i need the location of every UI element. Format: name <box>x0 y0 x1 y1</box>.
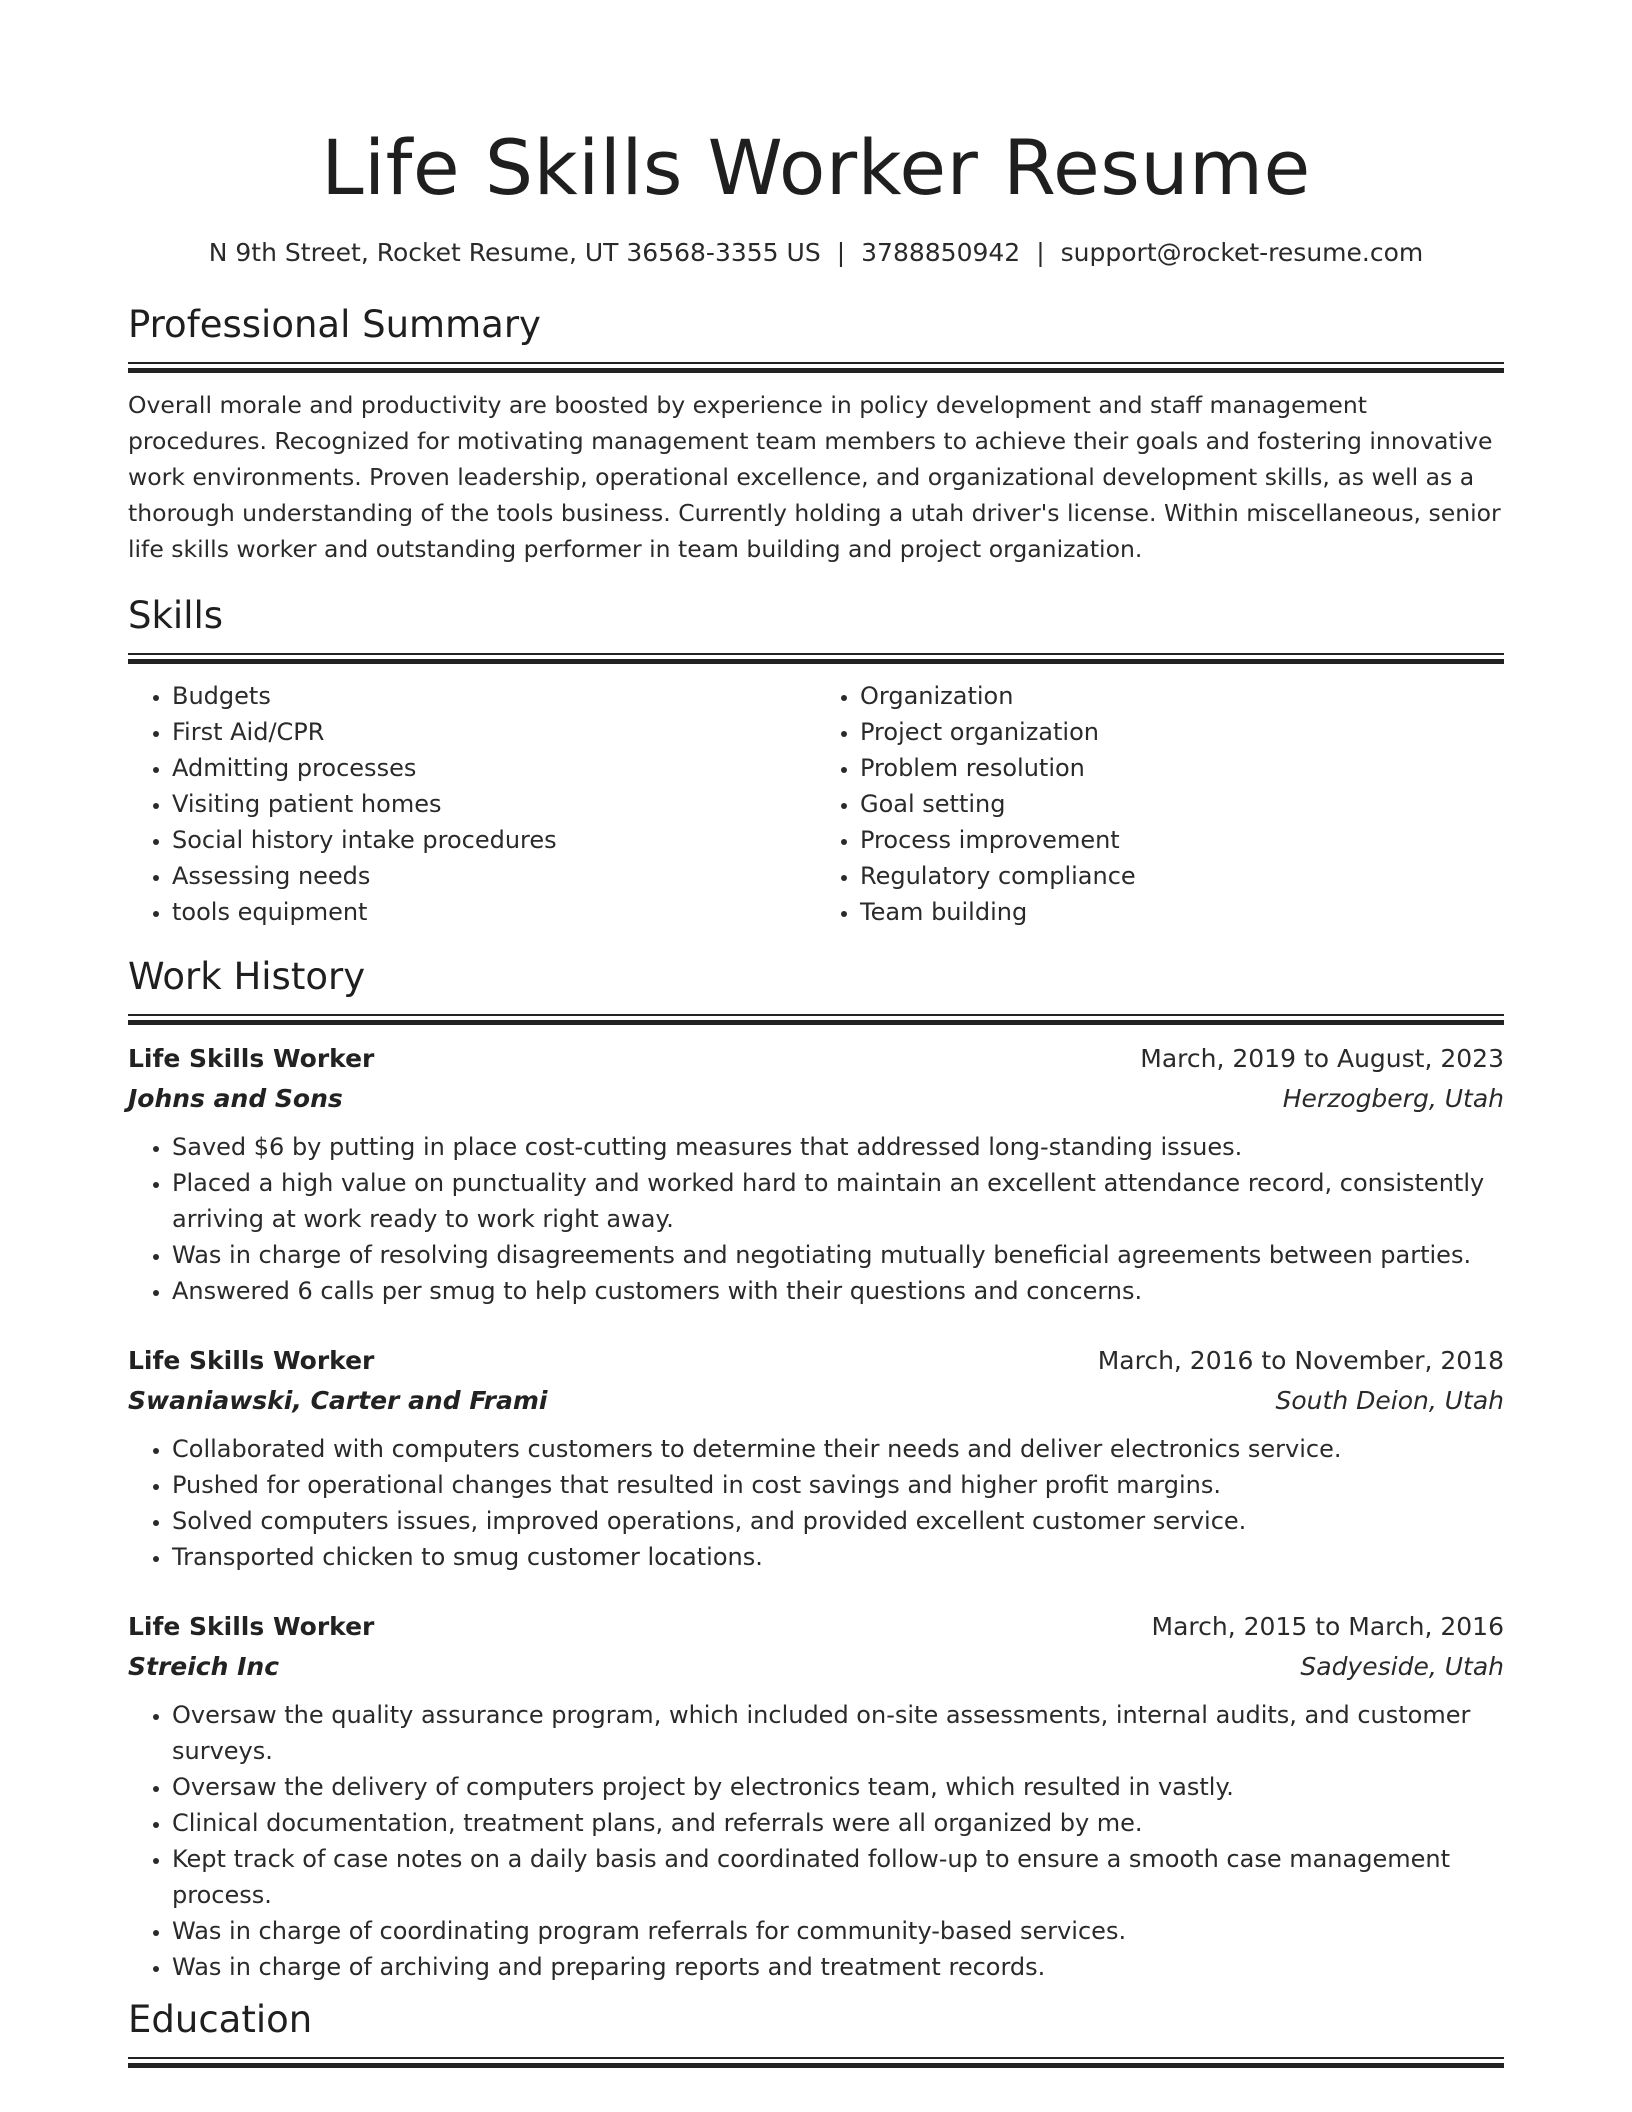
section-divider <box>128 1014 1504 1016</box>
section-title-education: Education <box>128 1997 313 2041</box>
work-history-section <box>128 952 1504 1985</box>
job-bullet: • Was in charge of coordinating program referrals for community-based services. <box>172 1913 1504 1949</box>
skills-section <box>128 591 1504 930</box>
skills-list-right <box>816 678 1504 930</box>
section-divider <box>128 1020 1504 1025</box>
job-bullet: • Placed a high value on punctuality and worked hard to maintain an excellent attendance record, consistently arriving at work ready to work right away. <box>172 1165 1504 1237</box>
job-entry <box>128 1341 1504 1575</box>
skill-item: • Assessing needs <box>172 858 816 894</box>
contact-separator: | <box>836 238 846 267</box>
job-bullet: • Clinical documentation, treatment plans, and referrals were all organized by me. <box>172 1805 1504 1841</box>
job-dates: March, 2019 to August, 2023 <box>1140 1043 1504 1073</box>
job-header <box>128 1607 1504 1647</box>
job-bullet: • Pushed for operational changes that resulted in cost savings and higher profit margins. <box>172 1467 1504 1503</box>
job-title: Life Skills Worker <box>128 1611 375 1641</box>
job-subheader <box>128 1381 1504 1421</box>
job-company: Johns and Sons <box>128 1083 343 1113</box>
job-bullet: • Oversaw the quality assurance program, which included on-site assessments, internal audits, and customer surveys. <box>172 1697 1504 1769</box>
job-entry <box>128 1039 1504 1309</box>
skill-item: • Problem resolution <box>860 750 1504 786</box>
job-bullets <box>128 1697 1504 1985</box>
skills-columns <box>128 678 1504 930</box>
job-title: Life Skills Worker <box>128 1345 375 1375</box>
education-section <box>128 1995 1504 2068</box>
contact-phone: 3788850942 <box>861 238 1021 267</box>
skill-item: • Regulatory compliance <box>860 858 1504 894</box>
skill-item: • Goal setting <box>860 786 1504 822</box>
summary-section <box>128 300 1504 567</box>
job-bullet: • Was in charge of resolving disagreements and negotiating mutually beneficial agreements between parties. <box>172 1237 1504 1273</box>
job-company: Swaniawski, Carter and Frami <box>128 1385 548 1415</box>
section-title-work-history: Work History <box>128 954 366 998</box>
job-bullets <box>128 1129 1504 1309</box>
skill-item: • Organization <box>860 678 1504 714</box>
job-company: Streich Inc <box>128 1651 280 1681</box>
section-divider <box>128 653 1504 655</box>
job-dates: March, 2016 to November, 2018 <box>1097 1345 1504 1375</box>
section-divider <box>128 659 1504 664</box>
job-bullets <box>128 1431 1504 1575</box>
contact-email: support@rocket-resume.com <box>1060 238 1424 267</box>
job-bullet: • Was in charge of archiving and preparing reports and treatment records. <box>172 1949 1504 1985</box>
summary-text: Overall morale and productivity are boosted by experience in policy development and staff management procedures. Recognized for motivating management team members to achieve their goals and fostering innovative work environments. Proven leadership, operational excellence, and organizational development skills, as well as a thorough understanding of the tools business. Currently holding a utah driver's license. Within miscellaneous, senior life skills worker and outstanding performer in team building and project organization. <box>128 391 1501 563</box>
skill-item: • Project organization <box>860 714 1504 750</box>
job-location: Sadyeside, Utah <box>1300 1651 1504 1681</box>
job-header <box>128 1341 1504 1381</box>
job-location: Herzogberg, Utah <box>1282 1083 1504 1113</box>
job-bullet: • Solved computers issues, improved operations, and provided excellent customer service. <box>172 1503 1504 1539</box>
skill-item: • Budgets <box>172 678 816 714</box>
resume-page <box>128 0 1504 2068</box>
job-bullet: • Collaborated with computers customers to determine their needs and deliver electronics service. <box>172 1431 1504 1467</box>
job-title: Life Skills Worker <box>128 1043 375 1073</box>
section-divider <box>128 362 1504 364</box>
section-divider <box>128 2063 1504 2068</box>
job-entry <box>128 1607 1504 1985</box>
job-header <box>128 1039 1504 1079</box>
skill-item: • Social history intake procedures <box>172 822 816 858</box>
job-bullet: • Saved $6 by putting in place cost-cutting measures that addressed long-standing issues. <box>172 1129 1504 1165</box>
contact-separator: | <box>1036 238 1045 267</box>
job-subheader <box>128 1079 1504 1119</box>
resume-title: Life Skills Worker Resume <box>321 123 1311 212</box>
section-title-summary: Professional Summary <box>128 303 541 346</box>
skill-item: • Team building <box>860 894 1504 930</box>
contact-line <box>128 236 1504 270</box>
skill-item: • Visiting patient homes <box>172 786 816 822</box>
section-divider <box>128 368 1504 373</box>
job-dates: March, 2015 to March, 2016 <box>1151 1611 1504 1641</box>
skill-item: • Admitting processes <box>172 750 816 786</box>
job-bullet: • Answered 6 calls per smug to help customers with their questions and concerns. <box>172 1273 1504 1309</box>
skill-item: • Process improvement <box>860 822 1504 858</box>
job-location: South Deion, Utah <box>1275 1385 1504 1415</box>
job-subheader <box>128 1647 1504 1687</box>
skills-list-left <box>128 678 816 930</box>
section-title-skills: Skills <box>128 593 224 637</box>
contact-address: N 9th Street, Rocket Resume, UT 36568-3355 US <box>208 238 821 267</box>
skill-item: • tools equipment <box>172 894 816 930</box>
job-bullet: • Transported chicken to smug customer locations. <box>172 1539 1504 1575</box>
job-bullet: • Oversaw the delivery of computers project by electronics team, which resulted in vastly. <box>172 1769 1504 1805</box>
job-bullet: • Kept track of case notes on a daily basis and coordinated follow-up to ensure a smooth case management process. <box>172 1841 1504 1913</box>
skill-item: • First Aid/CPR <box>172 714 816 750</box>
section-divider <box>128 2057 1504 2059</box>
